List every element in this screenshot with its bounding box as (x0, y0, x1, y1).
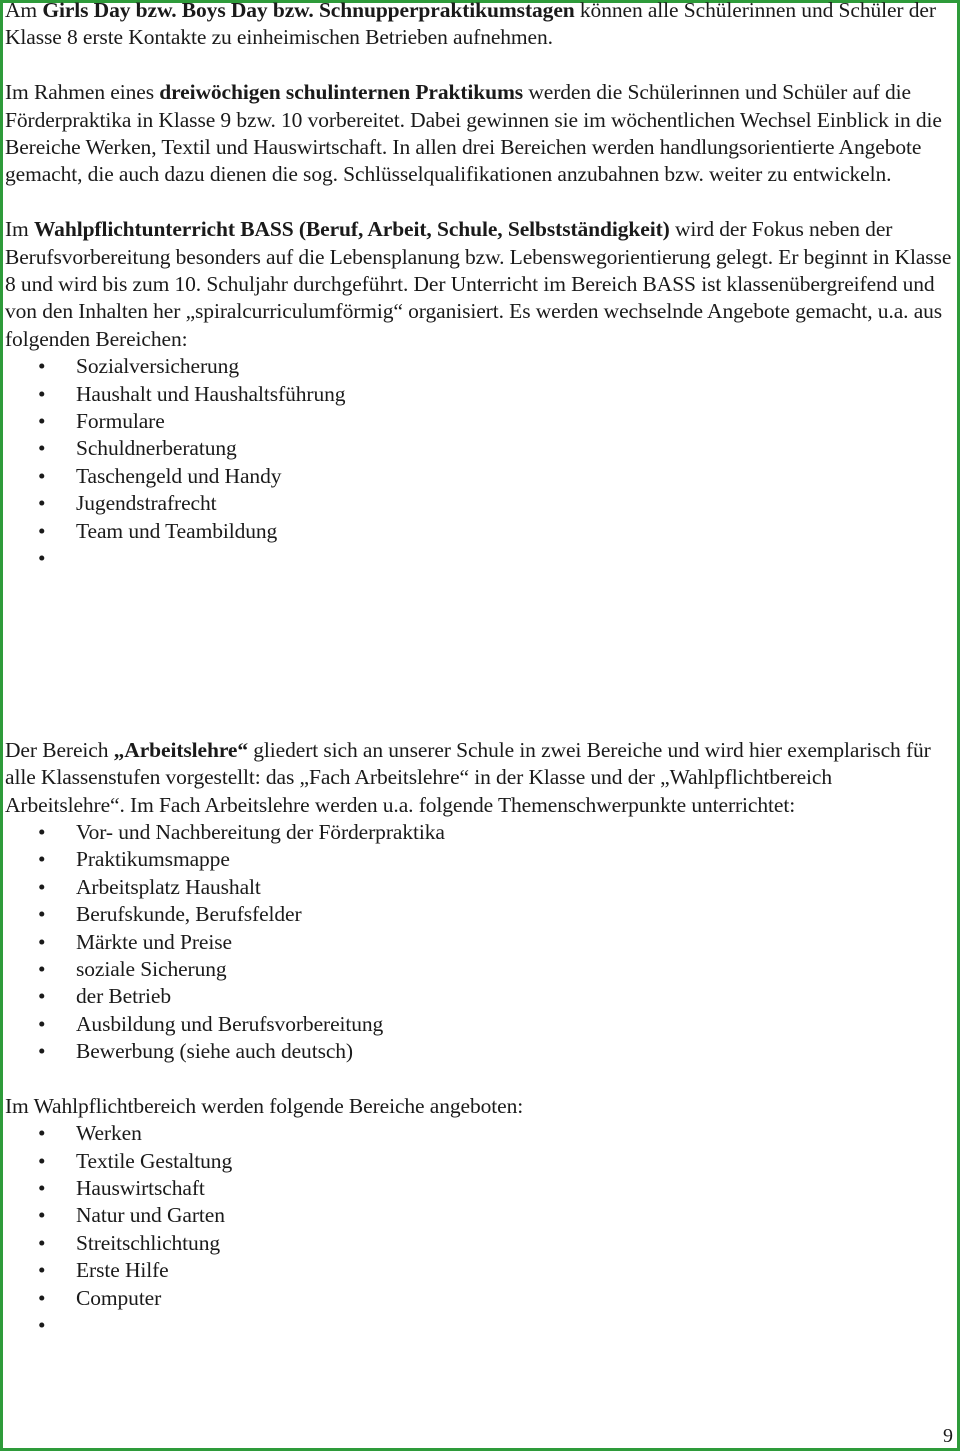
bullet-icon: • (38, 902, 46, 927)
bold-arbeitslehre: „Arbeitslehre“ (113, 737, 248, 762)
list-item: • Team und Teambildung (5, 518, 955, 545)
bullet-icon: • (38, 1230, 46, 1255)
bullet-icon: • (38, 1121, 46, 1146)
bullet-icon: • (38, 1148, 46, 1173)
list-item: • Haushalt und Haushaltsführung (5, 381, 955, 408)
spacer (5, 682, 955, 709)
list-item: • Natur und Garten (5, 1202, 955, 1229)
list-item: • der Betrieb (5, 983, 955, 1010)
list-item: • Praktikumsmappe (5, 846, 955, 873)
bullet-icon: • (38, 847, 46, 872)
list-item: • Streitschlichtung (5, 1230, 955, 1257)
list-item: • Berufskunde, Berufsfelder (5, 901, 955, 928)
list-item (5, 545, 955, 572)
spacer (5, 709, 955, 736)
bold-girls-day: Girls Day bzw. Boys Day bzw. Schnupperpraktikumstagen (42, 0, 575, 22)
document-body (5, 0, 955, 1339)
list-item: • Computer (5, 1285, 955, 1312)
paragraph-bass: Im Wahlpflichtunterricht BASS (Beruf, Arbeit, Schule, Selbstständigkeit) wird der Fokus neben der Berufsvorbereitung besonders auf die Lebensplanung bzw. Lebenswegorientierung gelegt. Er beginnt in Klasse 8 und wird bis zum 10. Schuljahr durchgeführt. Der Unterricht im Bereich BASS ist klassenübergreifend und von den Inhalten her „spiralcurriculumförmig“ organisiert. Es werden wechselnde Angebote gemacht, u.a. aus folgenden Bereichen: (5, 217, 952, 351)
bullet-icon: • (38, 874, 46, 899)
bass-topics-list (5, 353, 955, 572)
bullet-icon: • (38, 518, 46, 543)
spacer (5, 600, 955, 627)
list-item: • Textile Gestaltung (5, 1148, 955, 1175)
bullet-icon: • (38, 984, 46, 1009)
bullet-icon: • (38, 956, 46, 981)
bullet-icon: • (38, 381, 46, 406)
wahlpflicht-topics-list (5, 1120, 955, 1339)
spacer (5, 1065, 955, 1092)
page-number: 9 (943, 1425, 953, 1447)
bullet-icon: • (38, 354, 46, 379)
list-item: • Hauswirtschaft (5, 1175, 955, 1202)
spacer (5, 189, 955, 216)
paragraph-wahlpflicht: Im Wahlpflichtbereich werden folgende Bereiche angeboten: (5, 1093, 524, 1118)
list-item: • Ausbildung und Berufsvorbereitung (5, 1011, 955, 1038)
bullet-icon: • (38, 545, 46, 570)
paragraph-arbeitslehre: Der Bereich „Arbeitslehre“ gliedert sich an unserer Schule in zwei Bereiche und wird hier exemplarisch für alle Klassenstufen vorgestellt: das „Fach Arbeitslehre“ in der Klasse und der „Wahlpflichtbereich Arbeitslehre“. Im Fach Arbeitslehre werden u.a. folgende Themenschwerpunkte unterrichtet: (5, 737, 931, 817)
arbeitslehre-topics-list (5, 819, 955, 1066)
bullet-icon: • (38, 1176, 46, 1201)
paragraph-girls-day: Am Girls Day bzw. Boys Day bzw. Schnupperpraktikumstagen können alle Schülerinnen und Schüler der Klasse 8 erste Kontakte zu einheimischen Betrieben aufnehmen. (5, 0, 936, 50)
list-item: • Schuldnerberatung (5, 435, 955, 462)
bullet-icon: • (38, 929, 46, 954)
list-item: • Werken (5, 1120, 955, 1147)
bullet-icon: • (38, 491, 46, 516)
list-item: • Arbeitsplatz Haushalt (5, 874, 955, 901)
bullet-icon: • (38, 1011, 46, 1036)
bullet-icon: • (38, 1258, 46, 1283)
bullet-icon: • (38, 1312, 46, 1337)
bullet-icon: • (38, 1203, 46, 1228)
list-item: • Vor- und Nachbereitung der Förderpraktika (5, 819, 955, 846)
list-item (5, 1312, 955, 1339)
list-item: • Märkte und Preise (5, 929, 955, 956)
spacer (5, 572, 955, 599)
list-item: • Taschengeld und Handy (5, 463, 955, 490)
bullet-icon: • (38, 463, 46, 488)
bullet-icon: • (38, 819, 46, 844)
bullet-icon: • (38, 436, 46, 461)
list-item: • Bewerbung (siehe auch deutsch) (5, 1038, 955, 1065)
bullet-icon: • (38, 1285, 46, 1310)
bullet-icon: • (38, 1039, 46, 1064)
list-item: • soziale Sicherung (5, 956, 955, 983)
bold-praktikum: dreiwöchigen schulinternen Praktikums (159, 80, 524, 105)
spacer (5, 52, 955, 79)
list-item: • Erste Hilfe (5, 1257, 955, 1284)
list-item: • Formulare (5, 408, 955, 435)
paragraph-praktikum: Im Rahmen eines dreiwöchigen schulinternen Praktikums werden die Schülerinnen und Schüler auf die Förderpraktika in Klasse 9 bzw. 10 vorbereitet. Dabei gewinnen sie im wöchentlichen Wechsel Einblick in die Bereiche Werken, Textil und Hauswirtschaft. In allen drei Bereichen werden handlungsorientierte Angebote gemacht, die auch dazu dienen die sog. Schlüsselqualifikationen anzubahnen bzw. weiter zu entwickeln. (5, 80, 942, 187)
list-item: • Jugendstrafrecht (5, 490, 955, 517)
bold-bass: Wahlpflichtunterricht BASS (Beruf, Arbeit, Schule, Selbstständigkeit) (33, 217, 670, 242)
spacer (5, 627, 955, 654)
spacer (5, 655, 955, 682)
bullet-icon: • (38, 409, 46, 434)
list-item: • Sozialversicherung (5, 353, 955, 380)
